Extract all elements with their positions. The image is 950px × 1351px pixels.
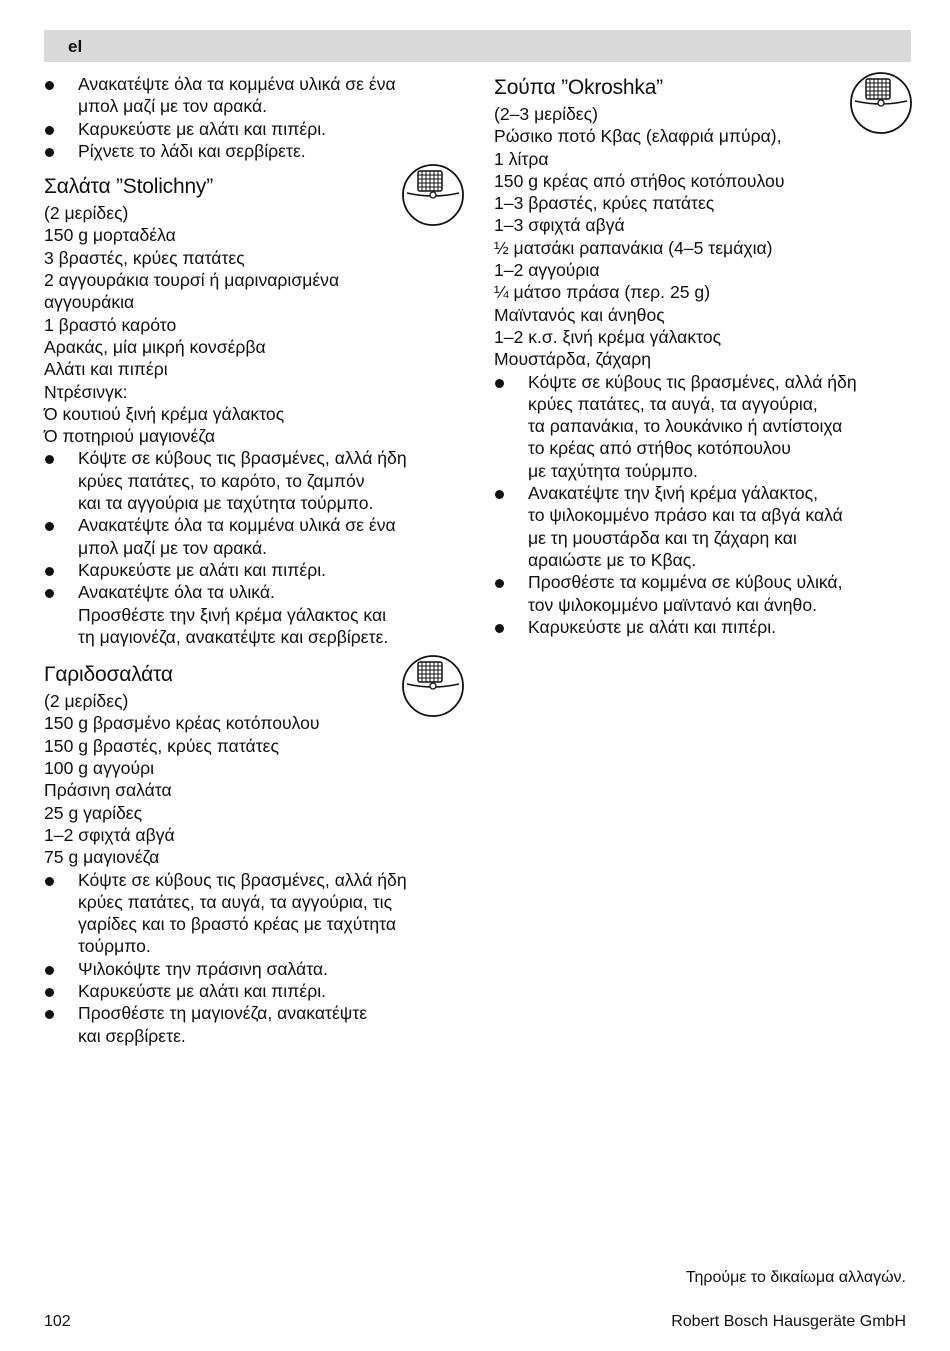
okroshka-servings: (2–3 μερίδες) bbox=[494, 104, 598, 124]
ingredient: 1–3 σφιχτά αβγά bbox=[494, 215, 625, 236]
intro-steps bbox=[44, 73, 462, 162]
ingredient: 150 g μορταδέλα bbox=[44, 225, 176, 246]
ingredient: 1–3 βραστές, κρύες πατάτες bbox=[494, 193, 715, 214]
ingredient: 1–2 κ.σ. ξινή κρέμα γάλακτος bbox=[494, 326, 722, 347]
recipe-header-stolichny bbox=[44, 172, 462, 202]
recipe-header-garido bbox=[44, 660, 462, 690]
ingredient: 1 λίτρα bbox=[494, 148, 549, 169]
list-item: Κόψτε σε κύβους τις βρασμένες, αλλά ήδη κρύες πατάτες, τα αυγά, τα αγγούρια, τα ραπανάκια, το λουκάνικο ή αντίστοιχα το κρέας από στήθος κοτόπουλου με ταχύτητα τούρμπο. bbox=[494, 371, 912, 482]
ingredient: ½ ματσάκι ραπανάκια (4–5 τεμάχια) bbox=[494, 237, 773, 258]
okroshka-steps bbox=[494, 371, 912, 639]
company-name: Robert Bosch Hausgeräte GmbH bbox=[671, 1313, 906, 1330]
recipe-title: Σούπα ”Okroshka” bbox=[494, 76, 663, 99]
left-column bbox=[44, 73, 462, 1047]
list-item: Προσθέστε τη μαγιονέζα, ανακατέψτε και σερβίρετε. bbox=[44, 1002, 462, 1047]
ingredient: 150 g βραστές, κρύες πατάτες bbox=[44, 735, 279, 756]
list-item: Καρυκεύστε με αλάτι και πιπέρι. bbox=[494, 616, 912, 638]
right-column bbox=[494, 73, 912, 638]
language-code: el bbox=[68, 37, 83, 56]
ingredient: Ό κουτιού ξινή κρέμα γάλακτος bbox=[44, 403, 285, 424]
list-item: Ανακατέψτε την ξινή κρέμα γάλακτος, το ψιλοκομμένο πράσο και τα αβγά καλά με τη μουστάρδα και τη ζάχαρη και αραιώστε με το Κβας. bbox=[494, 482, 912, 571]
recipe-title: Γαριδοσαλάτα bbox=[44, 663, 173, 687]
list-item: Καρυκεύστε με αλάτι και πιπέρι. bbox=[44, 980, 462, 1002]
garido-servings: (2 μερίδες) bbox=[44, 691, 129, 712]
list-item: Ψιλοκόψτε την πράσινη σαλάτα. bbox=[44, 958, 462, 980]
stolichny-servings: (2 μερίδες) bbox=[44, 203, 129, 224]
ingredient: Αρακάς, μία μικρή κονσέρβα bbox=[44, 336, 266, 357]
list-item: Ανακατέψτε όλα τα υλικά. Προσθέστε την ξινή κρέμα γάλακτος και τη μαγιονέζα, ανακατέψτε και σερβίρετε. bbox=[44, 581, 462, 648]
recipe-header-okroshka bbox=[494, 73, 912, 103]
list-item: Καρυκεύστε με αλάτι και πιπέρι. bbox=[44, 118, 462, 140]
ingredient: Αλάτι και πιπέρι bbox=[44, 359, 168, 380]
ingredient: Ό ποτηριού μαγιονέζα bbox=[44, 426, 216, 447]
ingredient: 3 βραστές, κρύες πατάτες bbox=[44, 247, 245, 268]
ingredient: Ρώσικο ποτό Κβας (ελαφριά μπύρα), bbox=[494, 126, 782, 147]
list-item: Ανακατέψτε όλα τα κομμένα υλικά σε ένα μπολ μαζί με τον αρακά. bbox=[44, 73, 462, 118]
ingredient: Πράσινη σαλάτα bbox=[44, 780, 172, 801]
garido-ingredients bbox=[44, 712, 462, 868]
dicing-disc-icon bbox=[849, 71, 913, 135]
ingredient: 150 g κρέας από στήθος κοτόπουλου bbox=[494, 170, 785, 191]
garido-steps bbox=[44, 869, 462, 1047]
stolichny-ingredients bbox=[44, 224, 462, 447]
ingredient: 2 αγγουράκια τουρσί ή μαριναρισμένα bbox=[44, 270, 340, 291]
list-item: Κόψτε σε κύβους τις βρασμένες, αλλά ήδη κρύες πατάτες, το καρότο, το ζαμπόν και τα αγγούρια με ταχύτητα τούρμπο. bbox=[44, 447, 462, 514]
list-item: Ρίχνετε το λάδι και σερβίρετε. bbox=[44, 140, 462, 162]
list-item: Κόψτε σε κύβους τις βρασμένες, αλλά ήδη κρύες πατάτες, τα αυγά, τα αγγούρια, τις γαρίδες και το βραστό κρέας με ταχύτητα τούρμπο. bbox=[44, 869, 462, 958]
dicing-disc-icon bbox=[401, 654, 465, 718]
recipe-title: Σαλάτα ”Stolichny” bbox=[44, 175, 214, 199]
rights-note: Τηρούμε το δικαίωμα αλλαγών. bbox=[685, 1269, 906, 1286]
list-item: Ανακατέψτε όλα τα κομμένα υλικά σε ένα μπολ μαζί με τον αρακά. bbox=[44, 514, 462, 559]
ingredient: 100 g αγγούρι bbox=[44, 758, 155, 779]
list-item: Προσθέστε τα κομμένα σε κύβους υλικά, τον ψιλοκομμένο μαϊντανό και άνηθο. bbox=[494, 571, 912, 616]
ingredient: 25 g γαρίδες bbox=[44, 802, 143, 823]
ingredient: ¼ μάτσο πράσα (περ. 25 g) bbox=[494, 282, 711, 303]
ingredient: 150 g βρασμένο κρέας κοτόπουλου bbox=[44, 713, 320, 734]
ingredient: 1–2 αγγούρια bbox=[494, 260, 600, 281]
ingredient: αγγουράκια bbox=[44, 292, 135, 313]
language-bar bbox=[44, 30, 911, 62]
page-number: 102 bbox=[44, 1313, 71, 1330]
stolichny-steps bbox=[44, 447, 462, 648]
list-item: Καρυκεύστε με αλάτι και πιπέρι. bbox=[44, 559, 462, 581]
ingredient: Μουστάρδα, ζάχαρη bbox=[494, 349, 652, 370]
dicing-disc-icon bbox=[401, 163, 465, 227]
ingredient: Μαϊντανός και άνηθος bbox=[494, 304, 665, 325]
ingredient: 75 g μαγιονέζα bbox=[44, 847, 160, 868]
ingredient: 1–2 σφιχτά αβγά bbox=[44, 824, 175, 845]
ingredient: 1 βραστό καρότο bbox=[44, 314, 177, 335]
okroshka-ingredients bbox=[494, 125, 912, 370]
ingredient: Ντρέσινγκ: bbox=[44, 381, 128, 402]
